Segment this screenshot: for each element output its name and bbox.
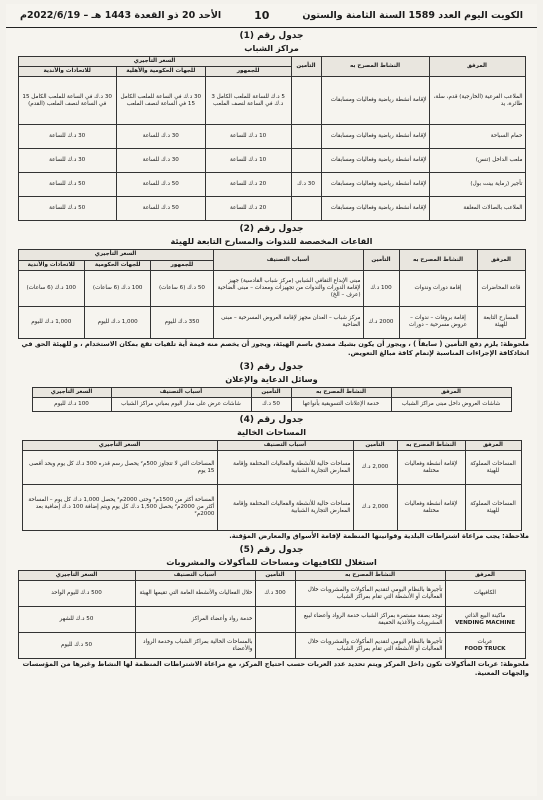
foodtruck-label-en: FOOD TRUCK xyxy=(464,645,506,652)
col-gov: للجهات الحكومية والأهلية xyxy=(116,67,205,77)
table-1 xyxy=(18,56,526,221)
table-2: المرفق النشاط المصرح به التأمين أسباب التصنيف السعر التأجيري للجمهور للجهات الحكومية للاتحادات والأندية قاعة المحاضرات إقامة دورات وندوات 100 د.ك مبنى الإبداع الثقافي الشبابي (مركز شباب القادسية) جهيز لإقامة الدورات والندوات من تجهيزات ومعدات – مبنى الضاحية (عرف – الخ) 50 د.ك (6 ساعات) 100 د.ك (6 ساعات) 100 د.ك (6 ساعات) المسارح التابعة للهيئة إقامة بروفات – ندوات – عروض مسرحية – دورات 2000 د.ك مركز شباب – العدان مجهز لإقامة العروض المسرحية – مبنى الضاحية 350 د.ك لليوم 1,000 د.ك لليوم 1,000 د.ك لليوم xyxy=(18,249,526,338)
table-5-title: جدول رقم (5) xyxy=(239,545,304,556)
table-row: قاعة المحاضرات إقامة دورات وندوات 100 د.ك مبنى الإبداع الثقافي الشبابي (مركز شباب القادسية) جهيز لإقامة الدورات والندوات من تجهيزات ومعدات – مبنى الضاحية (عرف – الخ) 50 د.ك (6 ساعات) 100 د.ك (6 ساعات) 100 د.ك (6 ساعات) xyxy=(18,270,525,306)
table-row: تأجير (رماية بينت بول) لإقامة أنشطة رياضية وفعاليات ومسابقات 30 د.ك 20 د.ك للساعة 50 د.ك للساعة 50 د.ك للساعة xyxy=(18,173,525,197)
table-1-section xyxy=(6,30,537,221)
table-1-title: جدول رقم (1) xyxy=(239,31,304,41)
vending-label-ar: ماكينة البيع الذاتي xyxy=(464,612,506,619)
col-price: السعر التأجيري xyxy=(18,57,291,67)
col-facility: المرفق xyxy=(429,57,525,77)
table-3-title: جدول رقم (3) xyxy=(239,361,304,372)
table-5-section xyxy=(6,544,537,679)
issue-info: الكويت اليوم العدد 1589 السنة الثامنة والستون xyxy=(302,10,523,21)
table-1-subtitle: مراكز الشباب xyxy=(244,43,299,53)
table-3-subtitle: وسائل الدعاية والإعلان xyxy=(225,373,318,384)
table-row: حمام السباحة لإقامة أنشطة رياضية وفعاليات ومسابقات 10 د.ك للساعة 30 د.ك للساعة 30 د.ك للساعة xyxy=(18,125,525,149)
table-row: المسارح التابعة للهيئة إقامة بروفات – ندوات – عروض مسرحية – دورات 2000 د.ك مركز شباب – العدان مجهز لإقامة العروض المسرحية – مبنى الضاحية 350 د.ك لليوم 1,000 د.ك لليوم 1,000 د.ك لليوم xyxy=(18,306,525,338)
table-4-note: ملاحظة: يجب مراعاة اشتراطات البلدية وقوانينها المنظمة لإقامة الأسواق والمعارض المؤقتة. xyxy=(229,532,529,541)
table-5-note: ملحوظة: عربات المأكولات تكون داخل المركز ويتم تحديد عدد العربات حسب احتياج المركز، مع مراعاة الاشتراطات المنظمة لها النشاط وغيرها من المؤسسات والجهات المعنية. xyxy=(22,660,529,678)
newspaper-page xyxy=(6,4,537,796)
col-activity: النشاط المصرح به xyxy=(321,57,429,77)
table-row: ملعب الداخل (تنس) لإقامة أنشطة رياضية وفعاليات ومسابقات 10 د.ك للساعة 30 د.ك للساعة 30 د.ك للساعة xyxy=(18,149,525,173)
table-2-note: ملحوظة: يلزم دفع التأمين ( سابقاً ) ، ويجوز أن يكون بشيك مصدق باسم الهيئة، ويجوز أن يخصم منه قيمة أية تلفيات تقع بمكان الاستخدام ، و للهيئة الحق في اتخاذكافة الإجراءات المناسبة لإتمام كافة مبالغ التعويض. xyxy=(21,339,529,357)
table-2-subtitle: القاعات المخصصة للندوات والمسارح التابعة للهيئة xyxy=(170,236,373,247)
table-row: عربات FOOD TRUCK تأجيرها بالنظام اليومي لتقديم المأكولات والمشروبات خلال الفعاليات أو الأنشطة التي تقام بمراكز الشباب بالمساحات الخالية بمراكز الشباب وخدمة الرواد والأعضاء 50 د.ك لليوم xyxy=(18,633,525,659)
table-row: شاشات العروض داخل مبنى مراكز الشباب خدمة الإعلانات التسويقية بأنواعها 50 د.ك شاشات عرض على مدار اليوم بمباني مراكز الشباب 100 د.ك لليوم xyxy=(32,398,511,412)
table-row: المساحات المملوكة للهيئة لإقامة أنشطة وفعاليات مختلفة 2,000 د.ك مساحات خالية للأنشطة والفعاليات المختلفة وإقامة المعارض التجارية الشبابية المساحات التي لا تتجاوز 500م² يحصل رسم قدره 300 د.ك كل يوم وبحد أقصى 15 يوم xyxy=(22,451,521,485)
table-2-title: جدول رقم (2) xyxy=(239,224,304,235)
issue-date: الأحد 20 ذو القعدة 1443 هـ – 2022/6/19م xyxy=(20,10,222,21)
col-insurance: التأمين xyxy=(291,57,321,77)
table-3-section xyxy=(6,361,537,412)
table-row: الملاعب الفرعية (الخارجية) قدم، سلة، طائرة، يد لإقامة أنشطة رياضية وفعاليات ومسابقات 5 د.ك للساعة للملعب الكامل 3 د.ك في الساعة لنصف الملعب 30 د.ك في الساعة للملعب الكامل 15 في الساعة لنصف الملعب 30 د.ك في الساعة للملعب الكامل 15 في الساعة لنصف الملعب (القدم) xyxy=(18,77,525,125)
table-row: الكافيهات تأجيرها بالنظام اليومي لتقديم المأكولات والمشروبات خلال الفعاليات أو الأنشطة التي تقام بمراكز الشباب 300 د.ك خلال الفعاليات والأنشطة العامة التي تقيمها الهيئة 500 د.ك لليوم الواحد xyxy=(18,581,525,607)
table-5-subtitle: استغلال للكافيهات ومساحات للمأكولات والمشروبات xyxy=(166,557,377,568)
table-4-section xyxy=(6,414,537,542)
col-public: للجمهور xyxy=(205,67,291,77)
col-unions: للاتحادات والأندية xyxy=(18,67,116,77)
table-4-subtitle: المساحات الخالية xyxy=(236,427,307,438)
page-number: 10 xyxy=(254,9,270,22)
foodtruck-label-ar: عربات xyxy=(477,638,493,645)
table-3: المرفق النشاط المصرح به التأمين أسباب التصنيف السعر التأجيري شاشات العروض داخل مبنى مراكز الشباب خدمة الإعلانات التسويقية بأنواعها 50 د.ك شاشات عرض على مدار اليوم بمباني مراكز الشباب 100 د.ك لليوم xyxy=(32,387,512,412)
table-4-title: جدول رقم (4) xyxy=(239,415,304,426)
table-2-section xyxy=(6,223,537,358)
table-5: المرفق النشاط المصرح به التأمين أسباب التصنيف السعر التأجيري الكافيهات تأجيرها بالنظام اليومي لتقديم المأكولات والمشروبات خلال الفعاليات أو الأنشطة التي تقام بمراكز الشباب 300 د.ك خلال الفعاليات والأنشطة العامة التي تقيمها الهيئة 500 د.ك لليوم الواحد ماكينة البيع الذاتي VENDING MACHINE توجد بصفة مستمرة بمراكز الشباب خدمة الرواد وأعضاء لبيع المشروبات والأغذية الخفيفة خدمة رواد وأعضاء المراكز 50 د.ك للشهر عربات FOOD TRUCK تأجيرها بالنظام اليومي لتقديم المأكولات والمشروبات خلال الفعاليات أو الأنشطة التي تقام بمراكز الشباب بالمساحات الخالية بمراكز الشباب وخدمة الرواد والأعضاء 50 د.ك لليوم xyxy=(18,570,526,659)
table-row: ماكينة البيع الذاتي VENDING MACHINE توجد بصفة مستمرة بمراكز الشباب خدمة الرواد وأعضاء لبيع المشروبات والأغذية الخفيفة خدمة رواد وأعضاء المراكز 50 د.ك للشهر xyxy=(18,607,525,633)
page-header xyxy=(6,4,537,28)
vending-label-en: VENDING MACHINE xyxy=(454,619,516,626)
table-4: المرفق النشاط المصرح به التأمين أسباب التصنيف السعر التأجيري المساحات المملوكة للهيئة لإقامة أنشطة وفعاليات مختلفة 2,000 د.ك مساحات خالية للأنشطة والفعاليات المختلفة وإقامة المعارض التجارية الشبابية المساحات التي لا تتجاوز 500م² يحصل رسم قدره 300 د.ك كل يوم وبحد أقصى 15 يوم المساحات المملوكة للهيئة لإقامة أنشطة وفعاليات مختلفة 2,000 د.ك مساحات خالية للأنشطة والفعاليات المختلفة وإقامة المعارض التجارية الشبابية المساحة أكثر من 1500م² وحتى 2000م² يحصل 1,000 د.ك كل يوم – المساحة أكثر من 2000م² يحصل 1,500 د.ك كل يوم ويتم إضافة 100 د.ك إضافية بعد 2000م² xyxy=(22,440,522,531)
table-row: المساحات المملوكة للهيئة لإقامة أنشطة وفعاليات مختلفة 2,000 د.ك مساحات خالية للأنشطة والفعاليات المختلفة وإقامة المعارض التجارية الشبابية المساحة أكثر من 1500م² وحتى 2000م² يحصل 1,000 د.ك كل يوم – المساحة أكثر من 2000م² يحصل 1,500 د.ك كل يوم ويتم إضافة 100 د.ك إضافية بعد 2000م² xyxy=(22,485,521,531)
table-row: الملاعب بالصالات المغلقة لإقامة أنشطة رياضية وفعاليات ومسابقات 20 د.ك للساعة 50 د.ك للساعة 50 د.ك للساعة xyxy=(18,197,525,221)
